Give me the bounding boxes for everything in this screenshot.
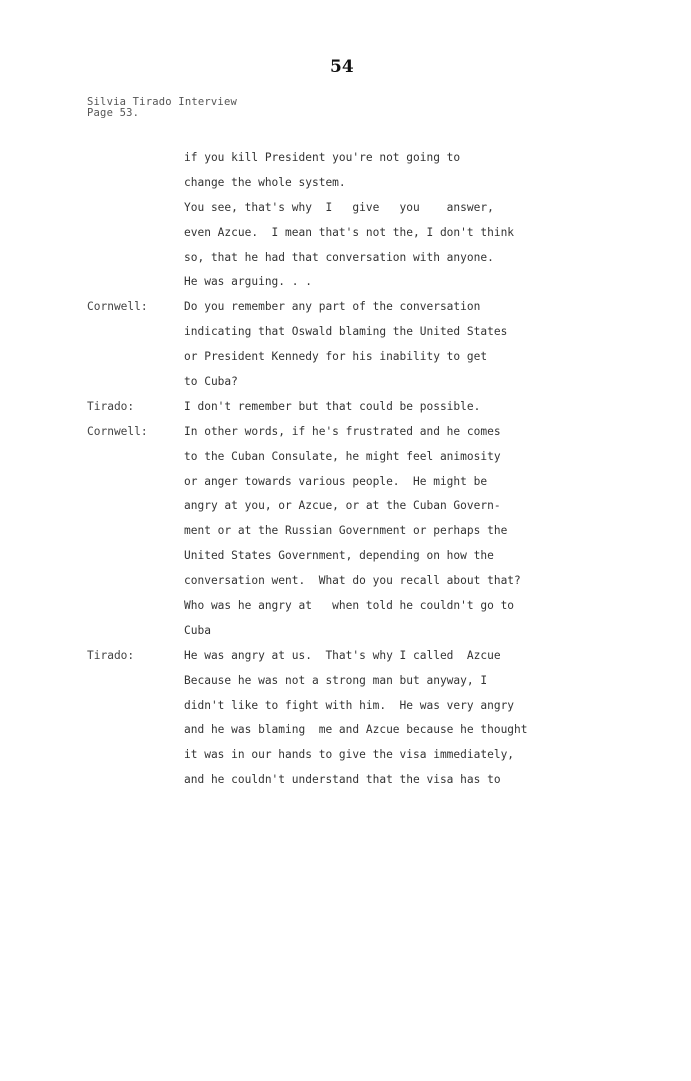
line-text: You see, that's why I give you answer, [184, 200, 494, 214]
transcript-line [0, 345, 691, 370]
transcript-line [0, 619, 691, 644]
transcript-line [0, 270, 691, 295]
line-text: it was in our hands to give the visa immediately, [184, 748, 515, 762]
line-text: Because he was not a strong man but anyway, I [184, 673, 488, 687]
transcript-line [0, 370, 691, 395]
line-text: conversation went. What do you recall about that? [184, 574, 521, 588]
line-text: I don't remember but that could be possible. [184, 399, 481, 413]
line-text: and he was blaming me and Azcue because he thought [184, 723, 528, 737]
transcript-line [0, 146, 691, 171]
header-title: Silvia Tirado Interview [87, 96, 237, 108]
line-text: or President Kennedy for his inability to get [184, 350, 488, 364]
transcript-line [0, 395, 691, 420]
transcript [0, 146, 691, 793]
line-text: indicating that Oswald blaming the United States [184, 325, 508, 339]
transcript-line [0, 445, 691, 470]
header-page: Page 53. [87, 107, 140, 119]
line-text: In other words, if he's frustrated and he comes [184, 424, 501, 438]
speaker-label: Cornwell: [87, 424, 148, 438]
transcript-line [0, 768, 691, 793]
page-number: 54 [330, 57, 354, 77]
transcript-line [0, 196, 691, 221]
transcript-line [0, 171, 691, 196]
transcript-line [0, 420, 691, 445]
line-text: He was arguing. . . [184, 275, 312, 289]
line-text: even Azcue. I mean that's not the, I don't think [184, 225, 515, 239]
line-text: Do you remember any part of the conversation [184, 300, 481, 314]
line-text: if you kill President you're not going to [184, 151, 461, 164]
transcript-line [0, 694, 691, 719]
document-header [87, 97, 237, 119]
speaker-label: Tirado: [87, 399, 135, 413]
transcript-line [0, 470, 691, 495]
transcript-line [0, 246, 691, 271]
transcript-line [0, 295, 691, 320]
line-text: ment or at the Russian Government or perhaps the [184, 524, 508, 538]
line-text: United States Government, depending on how the [184, 549, 494, 563]
line-text: didn't like to fight with him. He was very angry [184, 698, 515, 712]
transcript-line [0, 669, 691, 694]
speaker-label: Tirado: [87, 648, 135, 662]
line-text: angry at you, or Azcue, or at the Cuban Govern- [184, 499, 501, 513]
transcript-line [0, 594, 691, 619]
transcript-line [0, 544, 691, 569]
transcript-line [0, 718, 691, 743]
transcript-line [0, 519, 691, 544]
line-text: to the Cuban Consulate, he might feel animosity [184, 449, 501, 463]
transcript-line [0, 221, 691, 246]
line-text: or anger towards various people. He might be [184, 474, 488, 488]
line-text: change the whole system. [184, 175, 346, 189]
speaker-label: Cornwell: [87, 300, 148, 314]
transcript-line [0, 320, 691, 345]
line-text: He was angry at us. That's why I called Azcue [184, 648, 501, 662]
line-text: Cuba [184, 623, 211, 637]
transcript-line [0, 644, 691, 669]
line-text: to Cuba? [184, 375, 238, 389]
transcript-line [0, 569, 691, 594]
line-text: and he couldn't understand that the visa has to [184, 773, 501, 787]
transcript-line [0, 743, 691, 768]
transcript-line [0, 494, 691, 519]
line-text: so, that he had that conversation with anyone. [184, 250, 494, 264]
line-text: Who was he angry at when told he couldn't go to [184, 599, 515, 613]
